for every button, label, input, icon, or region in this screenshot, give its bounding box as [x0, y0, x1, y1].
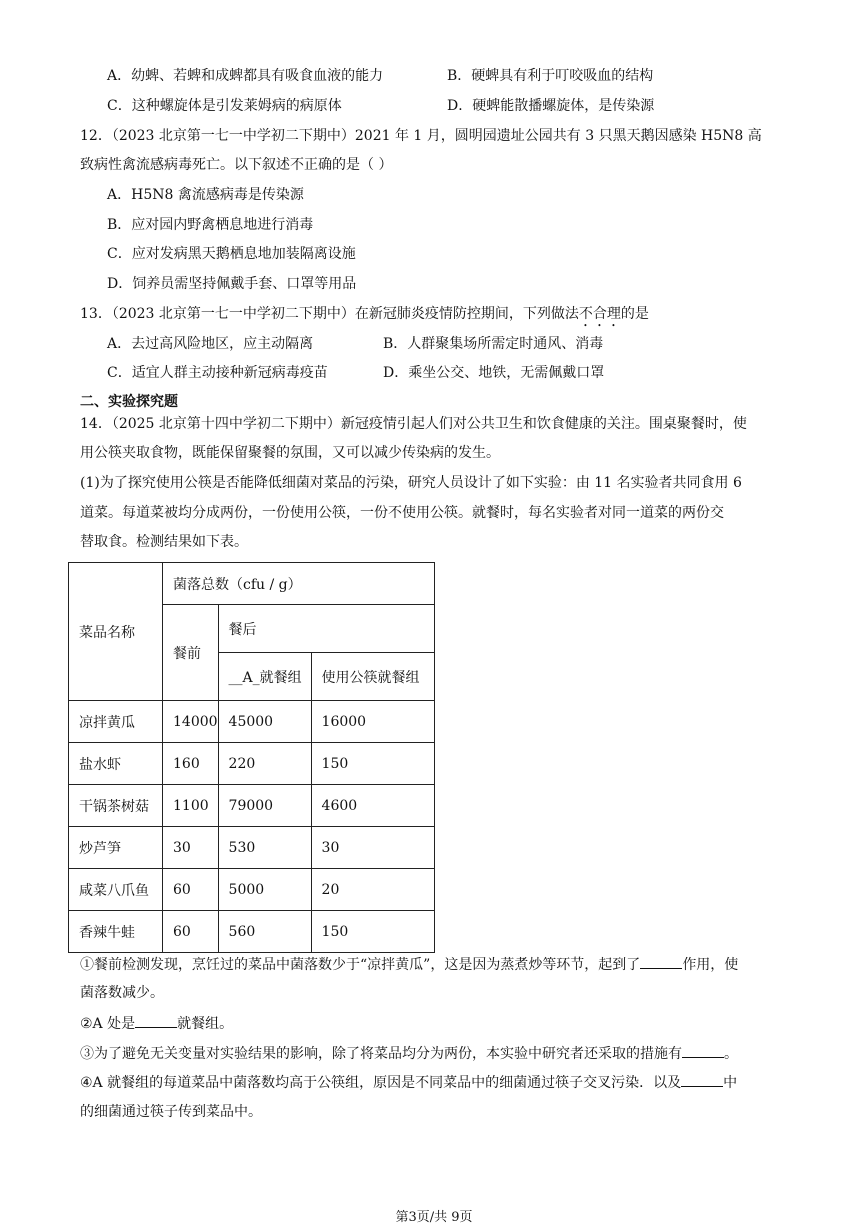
answer-blank[interactable]: [640, 954, 682, 969]
q14-stem-line2: 用公筷夹取食物，既能保留聚餐的氛围，又可以减少传染病的发生。: [80, 445, 500, 461]
q13-stem: [80, 304, 649, 330]
table-cell-before: 1100: [163, 785, 219, 827]
table-row: [69, 701, 435, 743]
q13-stem-suffix: 的是: [620, 306, 649, 322]
table-cell-public: 16000: [311, 701, 434, 743]
q11-option-a: A．幼蜱、若蜱和成蜱都具有吸食血液的能力: [107, 68, 384, 84]
table-row: [69, 785, 435, 827]
table-cell-name: 炒芦笋: [69, 827, 163, 869]
table-header-a-blank: __A_: [228, 669, 260, 686]
table-cell-name: 干锅茶树菇: [69, 785, 163, 827]
answer-blank[interactable]: [682, 1043, 724, 1058]
table-cell-a: 530: [218, 827, 311, 869]
table-cell-name: 香辣牛蛙: [69, 911, 163, 953]
table-cell-before: 14000: [163, 701, 219, 743]
q11-option-b: B．硬蜱具有利于叮咬吸血的结构: [447, 68, 654, 84]
table-cell-name: 凉拌黄瓜: [69, 701, 163, 743]
table-cell-a: 560: [218, 911, 311, 953]
q14-sub1-text-end: 作用，使: [682, 957, 739, 973]
q14-sub3-text: ③为了避免无关变量对实验结果的影响，除了将菜品均分为两份，本实验中研究者还采取的措施有: [80, 1046, 682, 1062]
q14-sub2: [80, 1013, 233, 1034]
table-header-a-group: [218, 653, 311, 701]
table-cell-public: 150: [311, 911, 434, 953]
table-row: [69, 911, 435, 953]
table-cell-public: 30: [311, 827, 434, 869]
table-cell-a: 220: [218, 743, 311, 785]
q14-sub1-text: ①餐前检测发现，烹饪过的菜品中菌落数少于“凉拌黄瓜”，这是因为蒸煮炒等环节，起到了: [80, 957, 641, 973]
q13-option-d: D．乘坐公交、地铁，无需佩戴口罩: [383, 365, 605, 381]
q14-sub3-text-end: 。: [724, 1046, 738, 1062]
q14-p1-line3: 替取食。检测结果如下表。: [80, 534, 248, 550]
table-cell-public: 20: [311, 869, 434, 911]
q12-stem-line2: 致病性禽流感病毒死亡。以下叙述不正确的是（ ）: [80, 157, 393, 173]
table-cell-a: 79000: [218, 785, 311, 827]
table-cell-a: 45000: [218, 701, 311, 743]
q14-sub1-line2: 菌落数减少。: [80, 985, 164, 1001]
q13-option-a: A．去过高风险地区，应主动隔离: [107, 336, 314, 352]
q11-option-c: C．这种螺旋体是引发莱姆病的病原体: [107, 98, 342, 114]
q12-option-b: B．应对园内野禽栖息地进行消毒: [107, 217, 314, 233]
table-cell-before: 160: [163, 743, 219, 785]
q14-sub4-text-end: 中: [723, 1075, 738, 1091]
table-row: [69, 743, 435, 785]
table-header-dish: 菜品名称: [69, 563, 163, 701]
table-header-before: 餐前: [163, 605, 219, 701]
table-row: [69, 827, 435, 869]
q14-stem-line1: 14．（2025 北京第十四中学初二下期中）新冠疫情引起人们对公共卫生和饮食健康的关注。围桌聚餐时，使: [80, 416, 747, 432]
q13-stem-emphasis: 不合理: [578, 306, 621, 322]
q12-option-a: A．H5N8 禽流感病毒是传染源: [107, 187, 304, 203]
q14-sub2-text-end: 就餐组。: [177, 1016, 234, 1032]
table-cell-a: 5000: [218, 869, 311, 911]
q12-option-d: D．饲养员需坚持佩戴手套、口罩等用品: [107, 276, 357, 292]
table-header-colony: 菌落总数（cfu / g）: [163, 563, 435, 605]
q14-sub4-line2: 的细菌通过筷子传到菜品中。: [80, 1104, 262, 1120]
q13-stem-prefix: 13．（2023 北京第一七一中学初二下期中）在新冠肺炎疫情防控期间，下列做法: [80, 306, 579, 322]
q14-sub4-text: ④A 就餐组的每道菜品中菌落数均高于公筷组，原因是不同菜品中的细菌通过筷子交叉污染．以及: [80, 1075, 682, 1091]
table-cell-public: 4600: [311, 785, 434, 827]
answer-blank[interactable]: [135, 1013, 177, 1028]
q11-option-d: D．硬蜱能散播螺旋体，是传染源: [447, 98, 655, 114]
table-cell-name: 咸菜八爪鱼: [69, 869, 163, 911]
table-cell-before: 60: [163, 869, 219, 911]
table-cell-name: 盐水虾: [69, 743, 163, 785]
table-header-after: 餐后: [218, 605, 434, 653]
q14-sub4: [80, 1072, 737, 1093]
answer-blank[interactable]: [681, 1072, 723, 1087]
page-footer: 第3页/共 9页: [395, 1210, 473, 1225]
table-header-public: 使用公筷就餐组: [311, 653, 434, 701]
q14-p1-line1: (1)为了探究使用公筷是否能降低细菌对菜品的污染，研究人员设计了如下实验：由 11 名实验者共同食用 6: [80, 475, 742, 491]
section-title: 二、实验探究题: [80, 394, 178, 410]
q14-p1-line2: 道菜。每道菜被均分成两份，一份使用公筷，一份不使用公筷。就餐时，每名实验者对同一道菜的两份交: [80, 505, 724, 521]
table-row: [69, 869, 435, 911]
table-cell-public: 150: [311, 743, 434, 785]
q14-sub2-text: ②A 处是: [80, 1016, 136, 1032]
q14-sub3: [80, 1043, 738, 1064]
q13-option-b: B．人群聚集场所需定时通风、消毒: [383, 336, 604, 352]
q12-stem-line1: 12．（2023 北京第一七一中学初二下期中）2021 年 1 月，圆明园遗址公园共有 3 只黑天鹅因感染 H5N8 高: [80, 128, 762, 144]
q12-option-c: C．应对发病黑天鹅栖息地加装隔离设施: [107, 246, 356, 262]
table-cell-before: 60: [163, 911, 219, 953]
q13-option-c: C．适宜人群主动接种新冠病毒疫苗: [107, 365, 328, 381]
table-header-a-suffix: 就餐组: [259, 669, 302, 686]
colony-table: [68, 562, 435, 953]
table-cell-before: 30: [163, 827, 219, 869]
q14-sub1: [80, 954, 738, 975]
